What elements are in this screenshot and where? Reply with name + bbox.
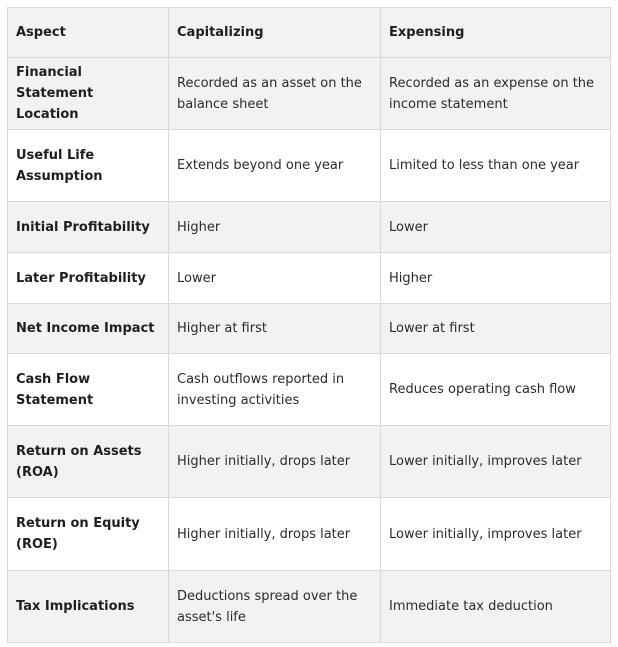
table-row — [8, 58, 611, 130]
row-aspect-cell: Cash Flow Statement — [8, 354, 169, 426]
row-capitalizing-cell: Extends beyond one year — [169, 130, 381, 202]
row-aspect-cell: Return on Assets (ROA) — [8, 426, 169, 498]
row-aspect-cell: Later Profitability — [8, 253, 169, 304]
comparison-table — [7, 7, 611, 643]
row-capitalizing-cell: Higher at first — [169, 304, 381, 354]
row-capitalizing-cell: Higher initially, drops later — [169, 498, 381, 571]
table-row — [8, 130, 611, 202]
row-expensing-cell: Lower — [381, 202, 611, 253]
header-aspect: Aspect — [8, 8, 169, 58]
row-capitalizing-cell: Deductions spread over the asset's life — [169, 571, 381, 643]
header-capitalizing: Capitalizing — [169, 8, 381, 58]
table-row — [8, 304, 611, 354]
row-expensing-cell: Reduces operating cash flow — [381, 354, 611, 426]
row-expensing-cell: Recorded as an expense on the income statement — [381, 58, 611, 130]
row-aspect-cell: Initial Profitability — [8, 202, 169, 253]
row-aspect-cell: Financial Statement Location — [8, 58, 169, 130]
table-row — [8, 571, 611, 643]
row-expensing-cell: Lower initially, improves later — [381, 426, 611, 498]
row-capitalizing-cell: Higher — [169, 202, 381, 253]
row-capitalizing-cell: Lower — [169, 253, 381, 304]
row-aspect-cell: Tax Implications — [8, 571, 169, 643]
row-expensing-cell: Lower initially, improves later — [381, 498, 611, 571]
row-expensing-cell: Lower at first — [381, 304, 611, 354]
row-expensing-cell: Higher — [381, 253, 611, 304]
table-row — [8, 426, 611, 498]
table-row — [8, 498, 611, 571]
row-expensing-cell: Limited to less than one year — [381, 130, 611, 202]
header-row — [8, 8, 611, 58]
row-capitalizing-cell: Cash outflows reported in investing activities — [169, 354, 381, 426]
row-aspect-cell: Return on Equity (ROE) — [8, 498, 169, 571]
row-expensing-cell: Immediate tax deduction — [381, 571, 611, 643]
header-expensing: Expensing — [381, 8, 611, 58]
row-capitalizing-cell: Higher initially, drops later — [169, 426, 381, 498]
table-row — [8, 202, 611, 253]
table-row — [8, 354, 611, 426]
row-aspect-cell: Useful Life Assumption — [8, 130, 169, 202]
table-row — [8, 253, 611, 304]
row-aspect-cell: Net Income Impact — [8, 304, 169, 354]
row-capitalizing-cell: Recorded as an asset on the balance sheet — [169, 58, 381, 130]
